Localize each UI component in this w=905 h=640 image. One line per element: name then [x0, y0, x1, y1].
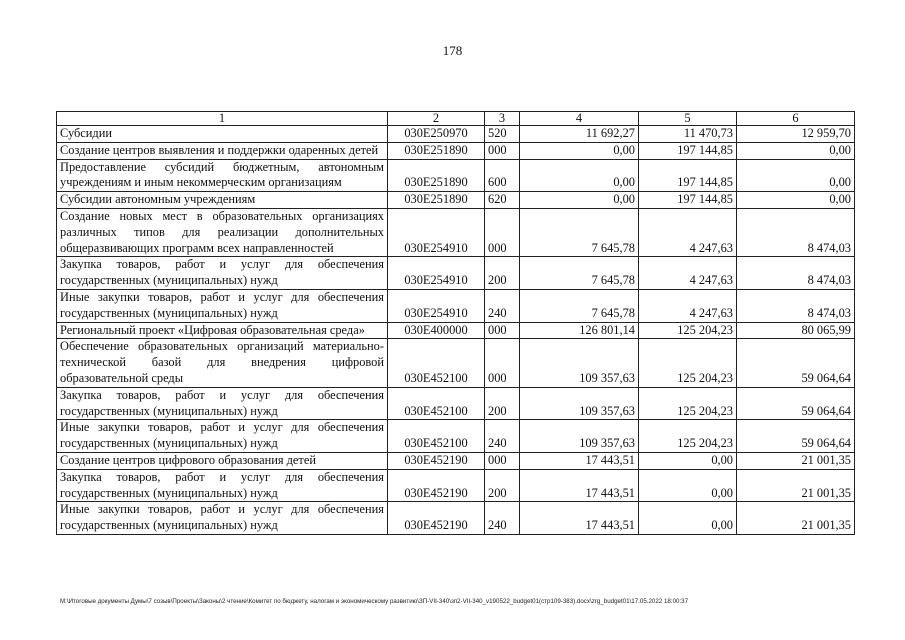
row-code: 030E254910 — [388, 208, 485, 256]
row-code: 030E452190 — [388, 452, 485, 469]
column-header: 1 — [57, 112, 388, 126]
table-row — [57, 469, 855, 502]
table-body — [57, 112, 855, 535]
row-value-6: 0,00 — [737, 142, 855, 159]
table-row — [57, 159, 855, 192]
row-value-5: 11 470,73 — [639, 126, 737, 143]
row-name: Иные закупки товаров, работ и услуг для обеспечения государственных (муниципальных) нужд — [57, 502, 388, 535]
column-header: 2 — [388, 112, 485, 126]
row-name: Создание центров цифрового образования детей — [57, 452, 388, 469]
row-value-5: 125 204,23 — [639, 339, 737, 387]
row-value-4: 7 645,78 — [520, 289, 639, 322]
row-value-6: 21 001,35 — [737, 502, 855, 535]
row-value-6: 8 474,03 — [737, 289, 855, 322]
table-row — [57, 387, 855, 420]
row-name: Иные закупки товаров, работ и услуг для обеспечения государственных (муниципальных) нужд — [57, 289, 388, 322]
row-value-5: 0,00 — [639, 452, 737, 469]
row-value-6: 21 001,35 — [737, 452, 855, 469]
row-name: Иные закупки товаров, работ и услуг для обеспечения государственных (муниципальных) нужд — [57, 420, 388, 453]
row-name: Создание новых мест в образовательных организациях различных типов для реализации дополнительных общеразвивающих программ всех направленностей — [57, 208, 388, 256]
row-value-5: 197 144,85 — [639, 192, 737, 209]
row-value-4: 109 357,63 — [520, 420, 639, 453]
row-value-4: 126 801,14 — [520, 322, 639, 339]
row-expense-type: 200 — [485, 387, 520, 420]
column-header: 3 — [485, 112, 520, 126]
row-expense-type: 200 — [485, 469, 520, 502]
table-row — [57, 289, 855, 322]
row-value-5: 125 204,23 — [639, 387, 737, 420]
row-name: Создание центров выявления и поддержки одаренных детей — [57, 142, 388, 159]
row-code: 030E254910 — [388, 289, 485, 322]
row-value-6: 8 474,03 — [737, 208, 855, 256]
row-value-5: 4 247,63 — [639, 208, 737, 256]
row-expense-type: 600 — [485, 159, 520, 192]
table-row — [57, 257, 855, 290]
row-value-6: 80 065,99 — [737, 322, 855, 339]
row-value-6: 12 959,70 — [737, 126, 855, 143]
row-value-6: 59 064,64 — [737, 420, 855, 453]
row-code: 030E452100 — [388, 339, 485, 387]
row-code: 030E250970 — [388, 126, 485, 143]
table-row — [57, 339, 855, 387]
row-code: 030E452190 — [388, 469, 485, 502]
row-expense-type: 240 — [485, 502, 520, 535]
row-value-4: 7 645,78 — [520, 208, 639, 256]
row-expense-type: 000 — [485, 142, 520, 159]
row-expense-type: 520 — [485, 126, 520, 143]
column-header: 5 — [639, 112, 737, 126]
row-code: 030E452100 — [388, 420, 485, 453]
row-expense-type: 240 — [485, 289, 520, 322]
row-expense-type: 620 — [485, 192, 520, 209]
row-value-4: 109 357,63 — [520, 339, 639, 387]
row-value-5: 0,00 — [639, 469, 737, 502]
row-code: 030E452100 — [388, 387, 485, 420]
row-value-4: 7 645,78 — [520, 257, 639, 290]
row-value-6: 59 064,64 — [737, 387, 855, 420]
row-expense-type: 000 — [485, 339, 520, 387]
row-value-4: 0,00 — [520, 142, 639, 159]
table-row — [57, 452, 855, 469]
row-value-6: 21 001,35 — [737, 469, 855, 502]
row-value-6: 8 474,03 — [737, 257, 855, 290]
row-value-4: 17 443,51 — [520, 502, 639, 535]
row-code: 030E251890 — [388, 192, 485, 209]
row-value-4: 0,00 — [520, 159, 639, 192]
row-name: Предоставление субсидий бюджетным, автономным учреждениям и иным некоммерческим организациям — [57, 159, 388, 192]
column-header: 6 — [737, 112, 855, 126]
row-value-6: 59 064,64 — [737, 339, 855, 387]
row-name: Обеспечение образовательных организаций материально-технической базой для внедрения цифровой образовательной среды — [57, 339, 388, 387]
row-value-5: 125 204,23 — [639, 420, 737, 453]
row-value-4: 109 357,63 — [520, 387, 639, 420]
row-value-5: 0,00 — [639, 502, 737, 535]
file-path-footer: M:\Итоговые документы Думы\7 созыв\Проекты\Законы\2 чтение\Комитет по бюджету, налогам и экономическому развитию\ЗП-VII-340\зп2-VII-340_v190522_budget01(стр109-383).docx\zrg_budget01\17.05.2022 18:00:37 — [60, 598, 689, 605]
row-expense-type: 240 — [485, 420, 520, 453]
row-expense-type: 200 — [485, 257, 520, 290]
table-row — [57, 208, 855, 256]
row-code: 030E251890 — [388, 142, 485, 159]
row-value-4: 11 692,27 — [520, 126, 639, 143]
budget-table — [56, 111, 855, 535]
table-row — [57, 142, 855, 159]
table-row — [57, 192, 855, 209]
row-expense-type: 000 — [485, 322, 520, 339]
row-value-4: 17 443,51 — [520, 469, 639, 502]
row-name: Субсидии — [57, 126, 388, 143]
row-expense-type: 000 — [485, 208, 520, 256]
table-row — [57, 126, 855, 143]
table-row — [57, 420, 855, 453]
row-value-5: 197 144,85 — [639, 159, 737, 192]
row-expense-type: 000 — [485, 452, 520, 469]
row-name: Региональный проект «Цифровая образовательная среда» — [57, 322, 388, 339]
table-header-row — [57, 112, 855, 126]
row-value-5: 197 144,85 — [639, 142, 737, 159]
row-code: 030E254910 — [388, 257, 485, 290]
row-code: 030E452190 — [388, 502, 485, 535]
row-code: 030E251890 — [388, 159, 485, 192]
row-code: 030E400000 — [388, 322, 485, 339]
row-value-5: 125 204,23 — [639, 322, 737, 339]
row-name: Субсидии автономным учреждениям — [57, 192, 388, 209]
table-row — [57, 322, 855, 339]
row-value-6: 0,00 — [737, 192, 855, 209]
table-row — [57, 502, 855, 535]
row-name: Закупка товаров, работ и услуг для обеспечения государственных (муниципальных) нужд — [57, 469, 388, 502]
row-value-4: 0,00 — [520, 192, 639, 209]
row-value-4: 17 443,51 — [520, 452, 639, 469]
row-name: Закупка товаров, работ и услуг для обеспечения государственных (муниципальных) нужд — [57, 387, 388, 420]
column-header: 4 — [520, 112, 639, 126]
row-value-5: 4 247,63 — [639, 289, 737, 322]
row-value-6: 0,00 — [737, 159, 855, 192]
row-value-5: 4 247,63 — [639, 257, 737, 290]
page-number: 178 — [442, 43, 463, 58]
row-name: Закупка товаров, работ и услуг для обеспечения государственных (муниципальных) нужд — [57, 257, 388, 290]
